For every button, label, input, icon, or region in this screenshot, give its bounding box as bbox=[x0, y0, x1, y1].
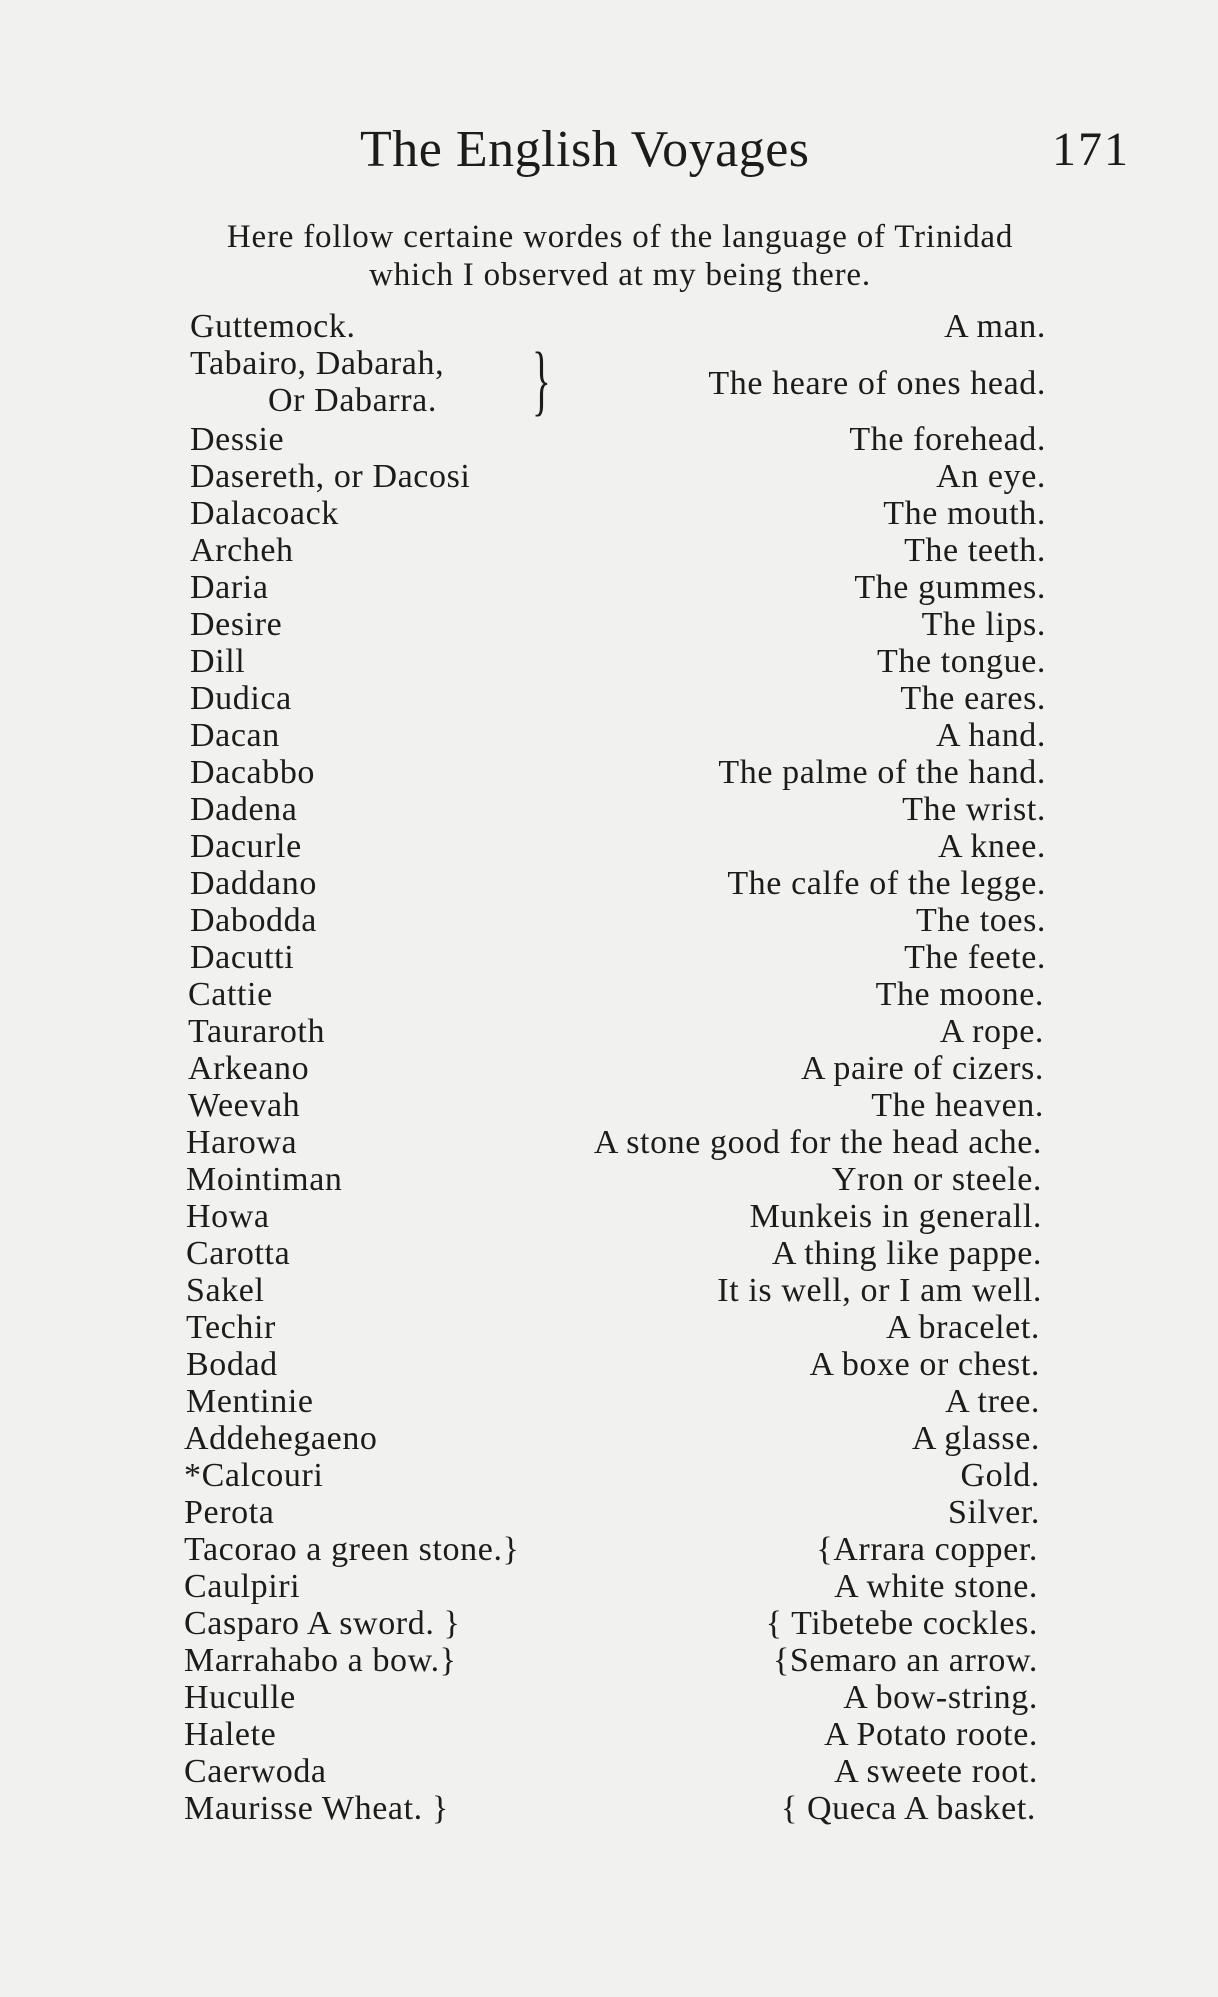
glossary-term: Techir bbox=[186, 1309, 276, 1346]
glossary-term: Dacabbo bbox=[190, 754, 316, 791]
glossary-entry bbox=[0, 336, 1218, 423]
glossary-term: Dasereth, or Dacosi bbox=[190, 458, 471, 495]
glossary-term: Dacurle bbox=[190, 828, 302, 865]
glossary-term: Dacutti bbox=[190, 939, 295, 976]
intro-line-1: Here follow certaine wordes of the language of Trinidad bbox=[226, 219, 1014, 255]
glossary-meaning: The teeth. bbox=[904, 532, 1046, 569]
glossary-term: Tacorao a green stone.} bbox=[184, 1531, 520, 1568]
glossary-meaning: A stone good for the head ache. bbox=[593, 1124, 1042, 1161]
glossary-meaning: The toes. bbox=[915, 902, 1046, 939]
glossary-term: Addehegaeno bbox=[184, 1420, 378, 1457]
glossary-meaning: The heare of ones head. bbox=[708, 365, 1046, 402]
running-title: The English Voyages bbox=[360, 121, 810, 178]
glossary-entry bbox=[0, 976, 1218, 1014]
glossary-meaning: A paire of cizers. bbox=[800, 1050, 1044, 1087]
glossary-term: Caerwoda bbox=[184, 1753, 327, 1790]
glossary-meaning: The mouth. bbox=[883, 495, 1046, 532]
glossary-term: Maurisse Wheat. } bbox=[184, 1790, 449, 1827]
glossary-term: Harowa bbox=[186, 1124, 298, 1161]
intro-line-2: which I observed at my being there. bbox=[369, 257, 871, 293]
glossary-entry bbox=[0, 495, 1218, 533]
glossary-term: Dill bbox=[190, 643, 246, 680]
glossary-meaning: A hand. bbox=[936, 717, 1046, 754]
glossary-term: Perota bbox=[184, 1494, 275, 1531]
glossary-term: Dadena bbox=[190, 791, 298, 828]
glossary-entry bbox=[0, 1457, 1218, 1495]
glossary-entry bbox=[0, 1494, 1218, 1532]
glossary-meaning: A boxe or chest. bbox=[809, 1346, 1040, 1383]
glossary-meaning: An eye. bbox=[936, 458, 1046, 495]
glossary-meaning: A glasse. bbox=[911, 1420, 1040, 1457]
glossary-meaning: A knee. bbox=[937, 828, 1046, 865]
glossary-entry bbox=[0, 828, 1218, 866]
glossary-entry bbox=[0, 1642, 1218, 1680]
glossary-term: Dudica bbox=[190, 680, 292, 717]
glossary-entry bbox=[0, 1605, 1218, 1643]
glossary-meaning: A white stone. bbox=[834, 1568, 1038, 1605]
glossary-meaning: A Potato roote. bbox=[824, 1716, 1038, 1753]
glossary-meaning: { Tibetebe cockles. bbox=[765, 1605, 1038, 1642]
glossary-entry bbox=[0, 1790, 1218, 1828]
glossary-meaning: The eares. bbox=[900, 680, 1046, 717]
glossary-meaning: A man. bbox=[944, 308, 1046, 345]
glossary-term: Mentinie bbox=[186, 1383, 314, 1420]
glossary-entry bbox=[0, 717, 1218, 755]
glossary-entry bbox=[0, 643, 1218, 681]
glossary-entry bbox=[0, 902, 1218, 940]
glossary-term: Marrahabo a bow.} bbox=[184, 1642, 457, 1679]
glossary-term: Daria bbox=[190, 569, 269, 606]
glossary-entry bbox=[0, 1716, 1218, 1754]
glossary-meaning: {Semaro an arrow. bbox=[772, 1642, 1038, 1679]
glossary-term: Guttemock. bbox=[190, 308, 356, 345]
glossary-meaning: Gold. bbox=[960, 1457, 1040, 1494]
glossary-meaning: It is well, or I am well. bbox=[717, 1272, 1042, 1309]
glossary-meaning: The palme of the hand. bbox=[718, 754, 1046, 791]
glossary-entry bbox=[0, 680, 1218, 718]
glossary-term: Casparo A sword. } bbox=[184, 1605, 461, 1642]
glossary-term: Carotta bbox=[186, 1235, 291, 1272]
brace-glyph: } bbox=[532, 336, 552, 423]
glossary-term: Dabodda bbox=[190, 902, 317, 939]
glossary-meaning: Silver. bbox=[947, 1494, 1040, 1531]
glossary-meaning: { Queca A basket. bbox=[780, 1790, 1036, 1827]
glossary-meaning: The lips. bbox=[921, 606, 1046, 643]
glossary-term: Cattie bbox=[188, 976, 273, 1013]
glossary-term: Dacan bbox=[190, 717, 280, 754]
glossary-meaning: The feete. bbox=[904, 939, 1046, 976]
glossary-term: Dalacoack bbox=[190, 495, 339, 532]
glossary-term: Daddano bbox=[190, 865, 317, 902]
glossary-meaning: The calfe of the legge. bbox=[727, 865, 1046, 902]
glossary-entry bbox=[0, 754, 1218, 792]
glossary-term: Archeh bbox=[190, 532, 294, 569]
glossary-entry bbox=[0, 1383, 1218, 1421]
glossary-meaning: The wrist. bbox=[902, 791, 1046, 828]
glossary-meaning: Munkeis in generall. bbox=[749, 1198, 1042, 1235]
glossary-term: Caulpiri bbox=[184, 1568, 301, 1605]
glossary-meaning: The heaven. bbox=[871, 1087, 1044, 1124]
glossary-entry bbox=[0, 1050, 1218, 1088]
glossary-meaning: A bow-string. bbox=[843, 1679, 1038, 1716]
glossary-entry bbox=[0, 791, 1218, 829]
glossary-entry bbox=[0, 1346, 1218, 1384]
glossary-entry bbox=[0, 1198, 1218, 1236]
glossary-entry bbox=[0, 1124, 1218, 1162]
glossary-meaning: The moone. bbox=[875, 976, 1044, 1013]
glossary-term: Tabairo, Dabarah, bbox=[190, 345, 445, 382]
glossary-meaning: Yron or steele. bbox=[831, 1161, 1042, 1198]
glossary-entry bbox=[0, 1235, 1218, 1273]
glossary-meaning: A rope. bbox=[939, 1013, 1044, 1050]
glossary-term: Howa bbox=[186, 1198, 270, 1235]
glossary-term-variant: Or Dabarra. bbox=[268, 382, 437, 419]
glossary-entry bbox=[0, 421, 1218, 459]
page-number: 171 bbox=[1052, 123, 1130, 176]
glossary-entry bbox=[0, 1161, 1218, 1199]
glossary-meaning: The gummes. bbox=[854, 569, 1046, 606]
glossary-term: Huculle bbox=[184, 1679, 296, 1716]
glossary-term: Dessie bbox=[190, 421, 285, 458]
glossary-meaning: A tree. bbox=[945, 1383, 1040, 1420]
glossary-term: Arkeano bbox=[188, 1050, 310, 1087]
glossary-entry bbox=[0, 532, 1218, 570]
glossary-entry bbox=[0, 1679, 1218, 1717]
glossary-entry bbox=[0, 606, 1218, 644]
glossary-term: Taurarоth bbox=[188, 1013, 326, 1050]
glossary-term: Bodad bbox=[186, 1346, 278, 1383]
glossary-term: Sakel bbox=[186, 1272, 265, 1309]
glossary-meaning: A bracelet. bbox=[886, 1309, 1040, 1346]
glossary-meaning: A sweete root. bbox=[834, 1753, 1038, 1790]
glossary-term: Mointiman bbox=[186, 1161, 343, 1198]
glossary-term: *Calcouri bbox=[184, 1457, 324, 1494]
glossary-entry bbox=[0, 1568, 1218, 1606]
glossary-entry bbox=[0, 1272, 1218, 1310]
glossary-entry bbox=[0, 865, 1218, 903]
glossary-entry bbox=[0, 1087, 1218, 1125]
glossary-entry bbox=[0, 1309, 1218, 1347]
glossary-entry bbox=[0, 1013, 1218, 1051]
glossary-meaning: The forehead. bbox=[849, 421, 1046, 458]
glossary-term: Desire bbox=[190, 606, 283, 643]
glossary-entry bbox=[0, 569, 1218, 607]
glossary-entry bbox=[0, 1420, 1218, 1458]
glossary-entry bbox=[0, 308, 1218, 346]
glossary-term: Weevah bbox=[188, 1087, 301, 1124]
glossary-meaning: A thing like pappe. bbox=[771, 1235, 1042, 1272]
glossary-entry bbox=[0, 1753, 1218, 1791]
glossary-term: Halete bbox=[184, 1716, 277, 1753]
glossary-entry bbox=[0, 939, 1218, 977]
glossary-entry bbox=[0, 458, 1218, 496]
glossary-meaning: {Arrara copper. bbox=[816, 1531, 1038, 1568]
glossary-entry bbox=[0, 1531, 1218, 1569]
glossary-meaning: The tongue. bbox=[877, 643, 1046, 680]
